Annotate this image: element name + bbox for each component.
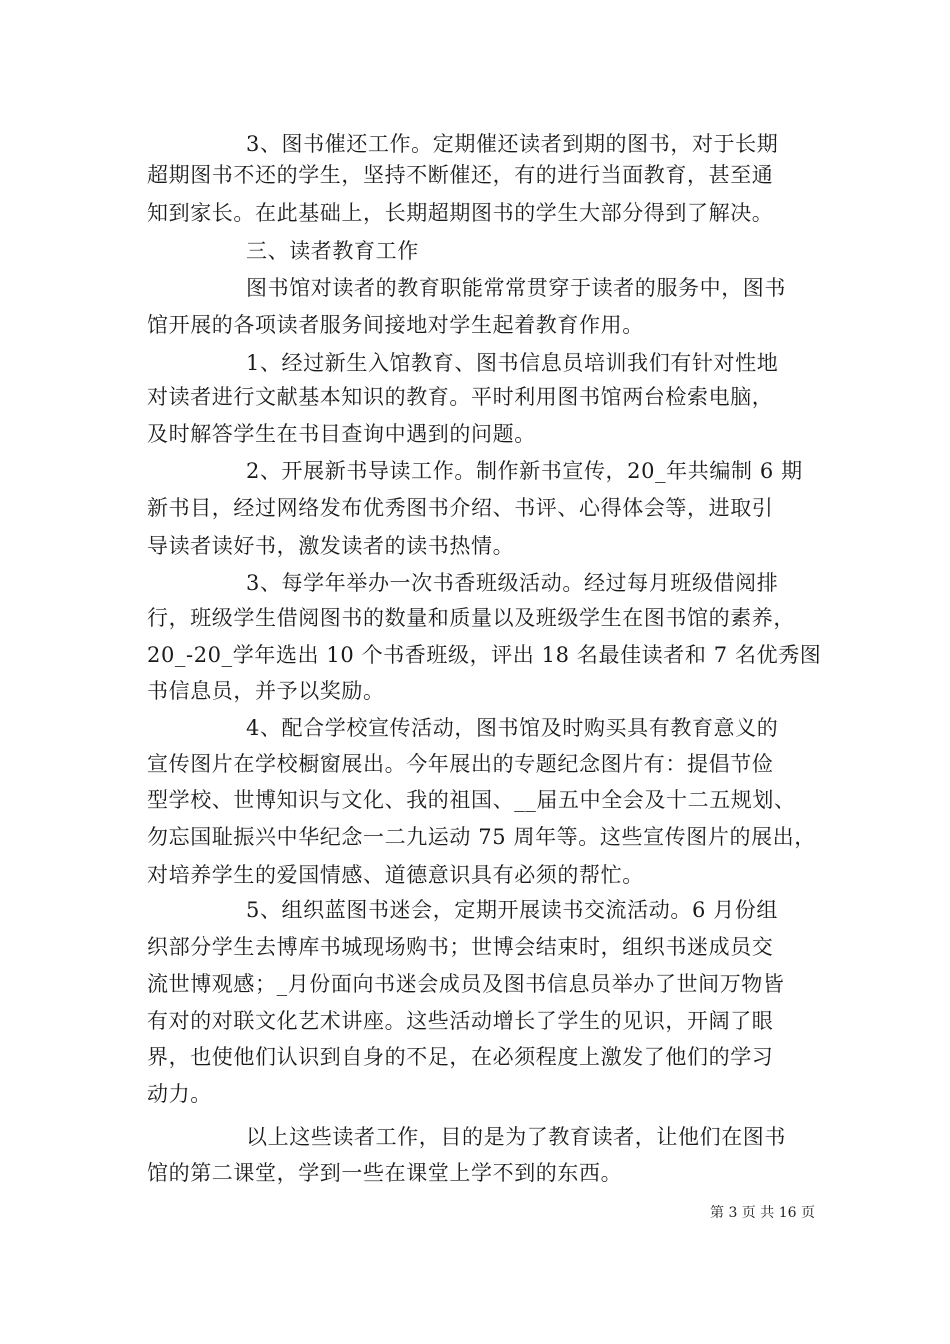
page-number-footer: 第 3 页 共 16 页 [710,1205,815,1221]
text-line: 知到家长。在此基础上，长期超期图书的学生大部分得到了解决。 [147,201,774,225]
text-line: 有对的对联文化艺术讲座。这些活动增长了学生的见识，开阔了眼 [147,1009,774,1033]
text-line: 型学校、世博知识与文化、我的祖国、__届五中全会及十二五规划、 [147,788,796,812]
text-line: 新书目，经过网络发布优秀图书介绍、书评、心得体会等，进取引 [147,496,774,520]
text-line: 20_-20_学年选出 10 个书香班级，评出 18 名最佳读者和 7 名优秀图 [147,643,822,667]
text-line: 馆的第二课堂，学到一些在课堂上学不到的东西。 [147,1161,623,1185]
text-line: 动力。 [147,1082,212,1106]
text-line: 流世博观感；_月份面向书迷会成员及图书信息员举办了世间万物皆 [147,972,785,996]
text-line: 书信息员，并予以奖励。 [147,679,385,703]
text-line: 5、组织蓝图书迷会，定期开展读书交流活动。6 月份组 [246,898,778,922]
text-line: 行，班级学生借阅图书的数量和质量以及班级学生在图书馆的素养， [147,606,795,630]
text-line: 宣传图片在学校橱窗展出。今年展出的专题纪念图片有：提倡节俭 [147,752,774,776]
text-line: 对培养学生的爱国情感、道德意识具有必须的帮忙。 [147,863,644,887]
text-line: 3、图书催还工作。定期催还读者到期的图书，对于长期 [246,132,779,156]
text-line: 4、配合学校宣传活动，图书馆及时购买具有教育意义的 [246,716,779,740]
text-line: 1、经过新生入馆教育、图书信息员培训我们有针对性地 [246,351,779,375]
text-line: 馆开展的各项读者服务间接地对学生起着教育作用。 [147,313,644,337]
text-line: 及时解答学生在书目查询中遇到的问题。 [147,422,536,446]
text-line: 以上这些读者工作，目的是为了教育读者，让他们在图书 [246,1125,786,1149]
text-line: 超期图书不还的学生，坚持不断催还，有的进行当面教育，甚至通 [147,163,774,187]
text-line: 织部分学生去博库书城现场购书；世博会结束时，组织书迷成员交 [147,935,774,959]
text-line: 对读者进行文献基本知识的教育。平时利用图书馆两台检索电脑， [147,385,774,409]
text-line: 图书馆对读者的教育职能常常贯穿于读者的服务中，图书 [246,276,786,300]
text-line: 界，也使他们认识到自身的不足，在必须程度上激发了他们的学习 [147,1045,774,1069]
section-heading: 三、读者教育工作 [246,239,419,263]
text-line: 3、每学年举办一次书香班级活动。经过每月班级借阅排 [246,571,779,595]
text-line: 导读者读好书，激发读者的读书热情。 [147,534,515,558]
text-line: 2、开展新书导读工作。制作新书宣传，20_年共编制 6 期 [246,459,803,483]
text-line: 勿忘国耻振兴中华纪念一二九运动 75 周年等。这些宣传图片的展出， [147,825,816,849]
